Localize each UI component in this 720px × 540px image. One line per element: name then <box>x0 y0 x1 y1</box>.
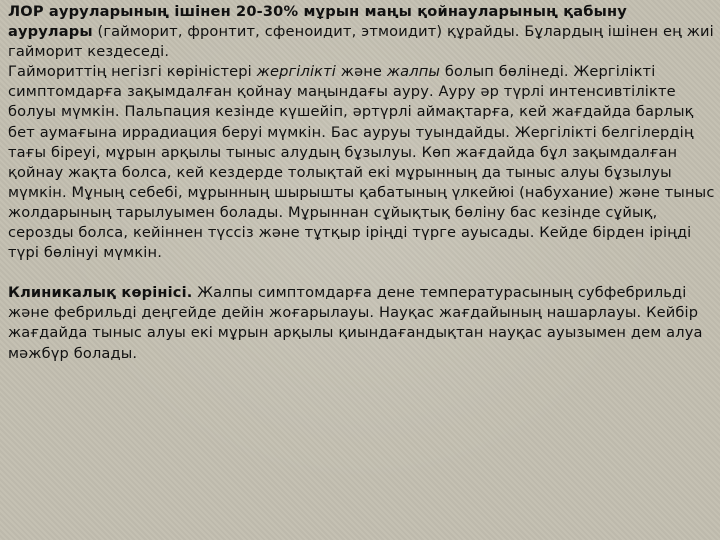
signs-text-2: және <box>336 63 387 81</box>
local-word: жергілікті <box>256 63 337 81</box>
clinical-heading: Клиникалық көрінісі. <box>8 284 193 302</box>
general-word: жалпы <box>386 63 441 81</box>
clinical-text: Жалпы симптомдарға дене температурасының субфебрильді және фебрильді деңгейде дейін жоғарылауы. Науқас жағдайының нашарлауы. Кейбір жағдайда тыныс алуы екі мұрын арқылы қиындағандықтан науқас ауызымен дем алуа мәжбүр болады. <box>8 284 703 362</box>
document-body <box>8 2 716 364</box>
signs-paragraph <box>8 62 716 263</box>
signs-text-1: Гаймориттің негізгі көріністері <box>8 63 257 81</box>
clinical-paragraph <box>8 283 716 363</box>
intro-paragraph <box>8 2 716 62</box>
signs-text-3: болып бөлінеді. Жергілікті симптомдарға зақымдалған қойнау маңындағы ауру. Ауру әр түрлі интенсивтілікте болуы мүмкін. Пальпация кезінде күшейіп, әртүрлі аймақтарға, кей жағдайда барлық бет аумағына иррадиация беруі мүмкін. Бас ауруы туындайды. Жергілікті белгілердің тағы біреуі, мұрын арқылы тыныс алудың бұзылуы. Көп жағдайда бұл зақымдалған қойнау жақта болса, кей кездерде толықтай екі мұрынның да тыныс алуы бұзылуы мүмкін. Мұның себебі, мұрынның шырышты қабатының үлкейюі (набухание) және тыныс жолдарының тарылуымен болады. Мұрыннан сұйықтық бөліну бас кезінде сұйық, серозды болса, кейіннен түссіз және тұтқыр іріңді түрге ауысады. Кейде бірден іріңді түрі бөлінуі мүмкін. <box>8 63 715 262</box>
intro-lead-bold: ЛОР ауруларының ішінен 20-30% мұрын маңы қойнауларының қабыну аурулары <box>8 3 627 41</box>
intro-lead-rest: (гайморит, фронтит, сфеноидит, этмоидит) құрайды. Бұлардың ішінен ең жиі гайморит кездеседі. <box>8 23 714 61</box>
